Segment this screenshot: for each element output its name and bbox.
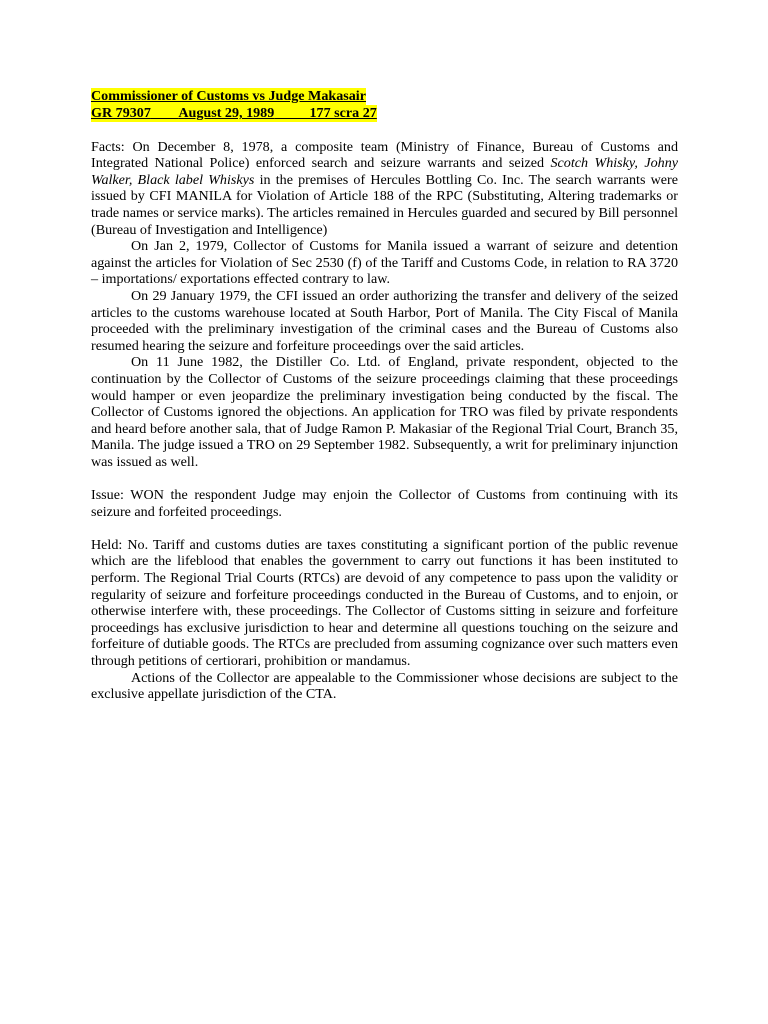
document-page <box>91 88 678 703</box>
facts-paragraph-1: Facts: On December 8, 1978, a composite team (Ministry of Finance, Bureau of Customs and Integrated National Police) enforced search and seizure warrants and seized Scotch Whisky, Johny Walker, Black label Whiskys in the premises of Hercules Bottling Co. Inc. The search warrants were issued by CFI MANILA for Violation of Article 188 of the RPC (Substituting, Altering trademarks or trade names or service marks). The articles remained in Hercules guarded and secured by Bill personnel (Bureau of Investigation and Intelligence) <box>91 138 679 238</box>
facts-paragraph-3: On 29 January 1979, the CFI issued an order authorizing the transfer and delivery of the seized articles to the customs warehouse located at South Harbor, Port of Manila. The City Fiscal of Manila proceeded with the preliminary investigation of the criminal cases and the Bureau of Customs also resumed hearing the seizure and forfeiture proceedings over the said articles. <box>91 287 678 354</box>
held-paragraph-1: Held: No. Tariff and customs duties are taxes constituting a significant portion of the public revenue which are the lifeblood that enables the government to carry out functions it has been instituted to perform. The Regional Trial Courts (RTCs) are devoid of any competence to pass upon the validity or regularity of seizure and forfeiture proceedings conducted in the Bureau of Customs, and to enjoin, or otherwise interfere with, these proceedings. The Collector of Customs sitting in seizure and forfeiture proceedings has exclusive jurisdiction to hear and determine all questions touching on the seizure and forfeiture of dutiable goods. The RTCs are precluded from assuming cognizance over such matters even through petitions of certiorari, prohibition or mandamus. <box>91 536 678 669</box>
facts-paragraph-4: On 11 June 1982, the Distiller Co. Ltd. of England, private respondent, objected to the continuation by the Collector of Customs of the seizure proceedings claiming that these proceedings would hamper or even jeopardize the preliminary investigation being conducted by the fiscal. The Collector of Customs ignored the objections. An application for TRO was filed by private respondents and heard before another sala, that of Judge Ramon P. Makasiar of the Regional Trial Court, Branch 35, Manila. The judge issued a TRO on 29 September 1982. Subsequently, a writ for preliminary injunction was issued as well. <box>91 354 678 470</box>
case-title-line <box>91 88 678 105</box>
issue-paragraph: Issue: WON the respondent Judge may enjoin the Collector of Customs from continuing with its seizure and forfeited proceedings. <box>91 487 678 520</box>
seized-items: Scotch Whisky, Johny Walker, Black label Whiskys <box>91 155 679 188</box>
scra-citation: 177 scra 27 <box>309 105 377 121</box>
decision-date: August 29, 1989 <box>178 105 275 121</box>
case-citation-line <box>91 105 678 122</box>
held-paragraph-2: Actions of the Collector are appealable to the Commissioner whose decisions are subject to the exclusive appellate jurisdiction of the CTA. <box>91 669 678 703</box>
facts-paragraph-2: On Jan 2, 1979, Collector of Customs for Manila issued a warrant of seizure and detention against the articles for Violation of Sec 2530 (f) of the Tariff and Customs Code, in relation to RA 3720 – importations/ exportations effected contrary to law. <box>91 238 678 288</box>
case-title: Commissioner of Customs vs Judge Makasair <box>91 88 366 104</box>
gr-number: GR 79307 <box>91 105 151 121</box>
case-citation <box>91 105 377 122</box>
